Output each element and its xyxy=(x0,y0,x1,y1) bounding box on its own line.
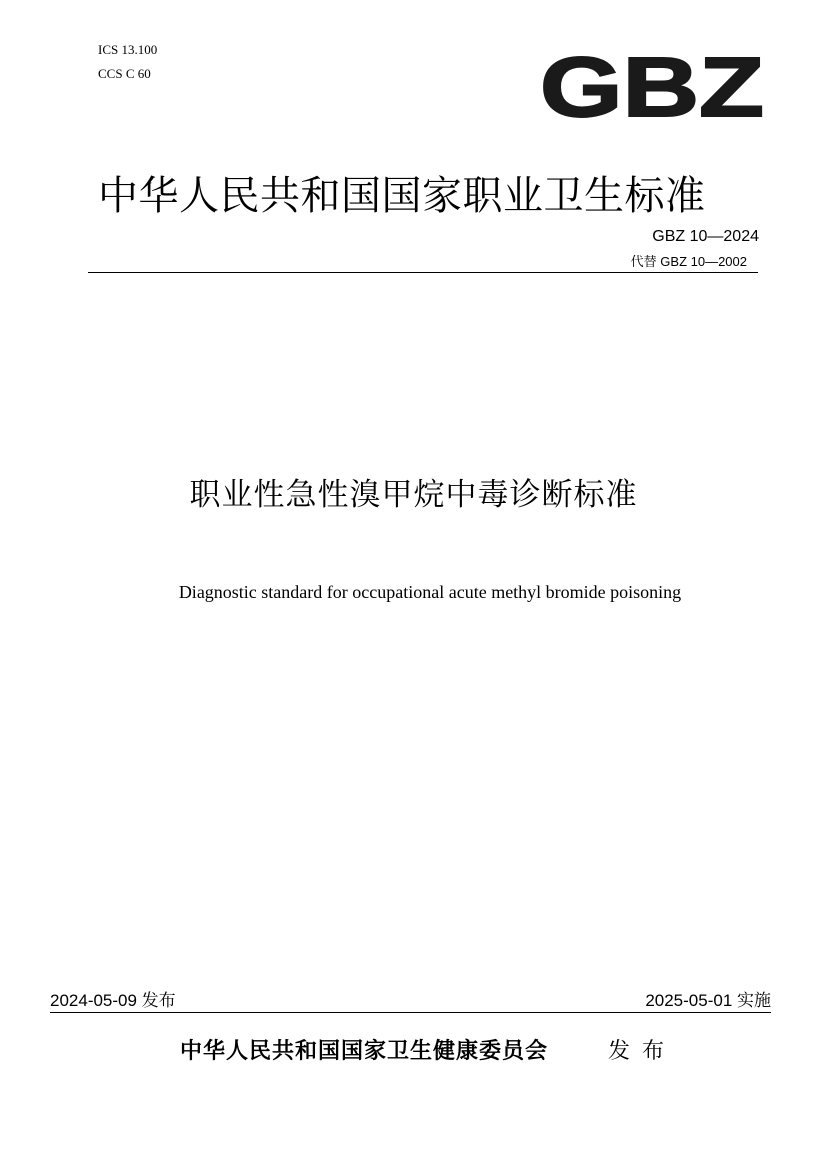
document-title-cn: 职业性急性溴甲烷中毒诊断标准 xyxy=(189,477,638,512)
gbz-logo xyxy=(538,52,766,122)
implement-date: 2025-05-01 实施 xyxy=(645,991,771,1010)
issuing-authority: 中华人民共和国国家卫生健康委员会 xyxy=(180,1038,549,1063)
standard-number: GBZ 10—2024 xyxy=(652,228,759,245)
header-divider xyxy=(88,272,758,273)
publish-date: 2024-05-09 发布 xyxy=(50,991,176,1010)
ccs-code: CCS C 60 xyxy=(98,66,151,81)
org-title: 中华人民共和国国家职业卫生标准 xyxy=(98,174,706,218)
document-title-en: Diagnostic standard for occupational acute methyl bromide poisoning xyxy=(178,582,682,602)
svg-text:GBZ: GBZ xyxy=(540,52,764,122)
issue-label: 发布 xyxy=(608,1038,677,1063)
footer-divider xyxy=(50,1012,771,1013)
ics-code: ICS 13.100 xyxy=(98,42,158,57)
replaces-standard: 代替 GBZ 10—2002 xyxy=(630,254,747,269)
